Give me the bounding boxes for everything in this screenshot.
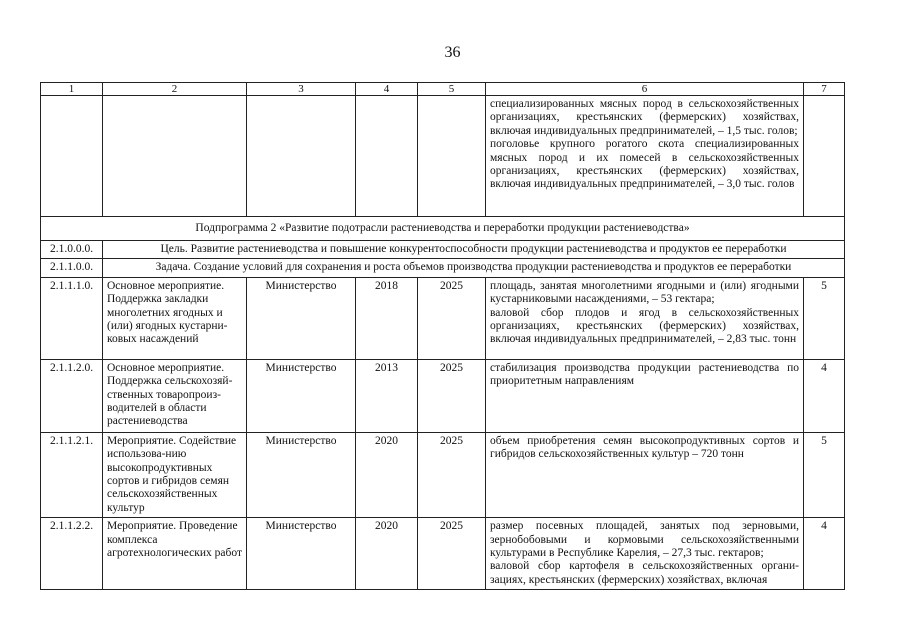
page-number: 36 [444,44,461,61]
result-text: объем приобретения семян высокопродуктивных сортов и гибридов сельскохозяйственных культур – 720 тонн [490,434,799,461]
column-number: 5 [418,83,486,96]
subprogram-row [41,217,845,241]
start-year: 2020 [356,432,418,517]
table-row [41,277,845,359]
table-row [41,359,845,432]
table-row [41,518,845,590]
column-number-row [41,83,845,96]
continuation-row [41,96,845,217]
measure-name: Основное мероприятие. Поддержка закладки многолетних ягодных и (или) ягодных кустарни-ковых насаждений [103,277,247,359]
column-number: 4 [356,83,418,96]
criterion-number: 5 [804,277,845,359]
task-code: 2.1.1.0.0. [41,259,103,277]
table-row [41,432,845,517]
column-number: 6 [486,83,804,96]
results-cell [486,277,804,359]
end-year: 2025 [418,432,486,517]
subprogram-title: Подпрограмма 2 «Развитие подотрасли растениеводства и переработки продукции растениеводства» [41,217,845,241]
result-text: стабилизация производства продукции растениеводства по приоритетным направлениям [490,361,799,388]
row-code: 2.1.1.2.0. [41,359,103,432]
goal-row [41,241,845,259]
result-text: поголовье крупного рогатого скота специализированных мясных пород и их помесей в сельскохозяйственных организациях, крестьянских (фермерских) хозяйствах, включая индивидуальных предпринимателей, – 3,0 тыс. голов [490,138,799,191]
end-year: 2025 [418,277,486,359]
criterion-number: 4 [804,359,845,432]
executor: Министерство [247,277,356,359]
column-number: 7 [804,83,845,96]
row-code: 2.1.1.1.0. [41,277,103,359]
measure-name: Мероприятие. Проведение комплекса агротехнологических работ [103,518,247,590]
start-year: 2018 [356,277,418,359]
results-cell [486,96,804,217]
program-table [40,82,845,590]
executor: Министерство [247,518,356,590]
task-text: Задача. Создание условий для сохранения и роста объемов производства продукции растениеводства и продуктов ее переработки [103,259,845,277]
measure-name: Мероприятие. Содействие использова-нию высокопродуктивных сортов и гибридов семян сельскохозяйственных культур [103,432,247,517]
criterion-number: 5 [804,432,845,517]
row-code: 2.1.1.2.2. [41,518,103,590]
row-code: 2.1.1.2.1. [41,432,103,517]
result-text: размер посевных площадей, занятых под зерновыми, зернобобовыми и кормовыми сельскохозяйственными культурами в Республике Карелия, – 27,3 тыс. гектаров; [490,520,799,560]
results-cell [486,518,804,590]
results-cell [486,359,804,432]
task-row [41,259,845,277]
result-text: специализированных мясных пород в сельскохозяйственных организациях, крестьянских (фермерских) хозяйствах, включая индивидуальных предпринимателей, – 1,5 тыс. голов; [490,98,799,137]
executor: Министерство [247,359,356,432]
column-number: 3 [247,83,356,96]
result-text: валовой сбор плодов и ягод в сельскохозяйственных организациях, крестьянских (фермерских) хозяйствах, включая индивидуальных предпринимателей, – 2,83 тыс. тонн [490,306,799,346]
result-text: площадь, занятая многолетними ягодными и (или) ягодными кустарниковыми насаждениями, – 53 гектара; [490,279,799,306]
column-number: 1 [41,83,103,96]
result-text: валовой сбор картофеля в сельскохозяйственных органи-зациях, крестьянских (фермерских) хозяйствах, включая [490,560,799,586]
executor: Министерство [247,432,356,517]
goal-code: 2.1.0.0.0. [41,241,103,259]
column-number: 2 [103,83,247,96]
end-year: 2025 [418,359,486,432]
start-year: 2020 [356,518,418,590]
measure-name: Основное мероприятие. Поддержка сельскохозяй-ственных товаропроиз-водителей в области растениеводства [103,359,247,432]
goal-text: Цель. Развитие растениеводства и повышение конкурентоспособности продукции растениеводства и продуктов ее переработки [103,241,845,259]
start-year: 2013 [356,359,418,432]
results-cell [486,432,804,517]
end-year: 2025 [418,518,486,590]
criterion-number: 4 [804,518,845,590]
